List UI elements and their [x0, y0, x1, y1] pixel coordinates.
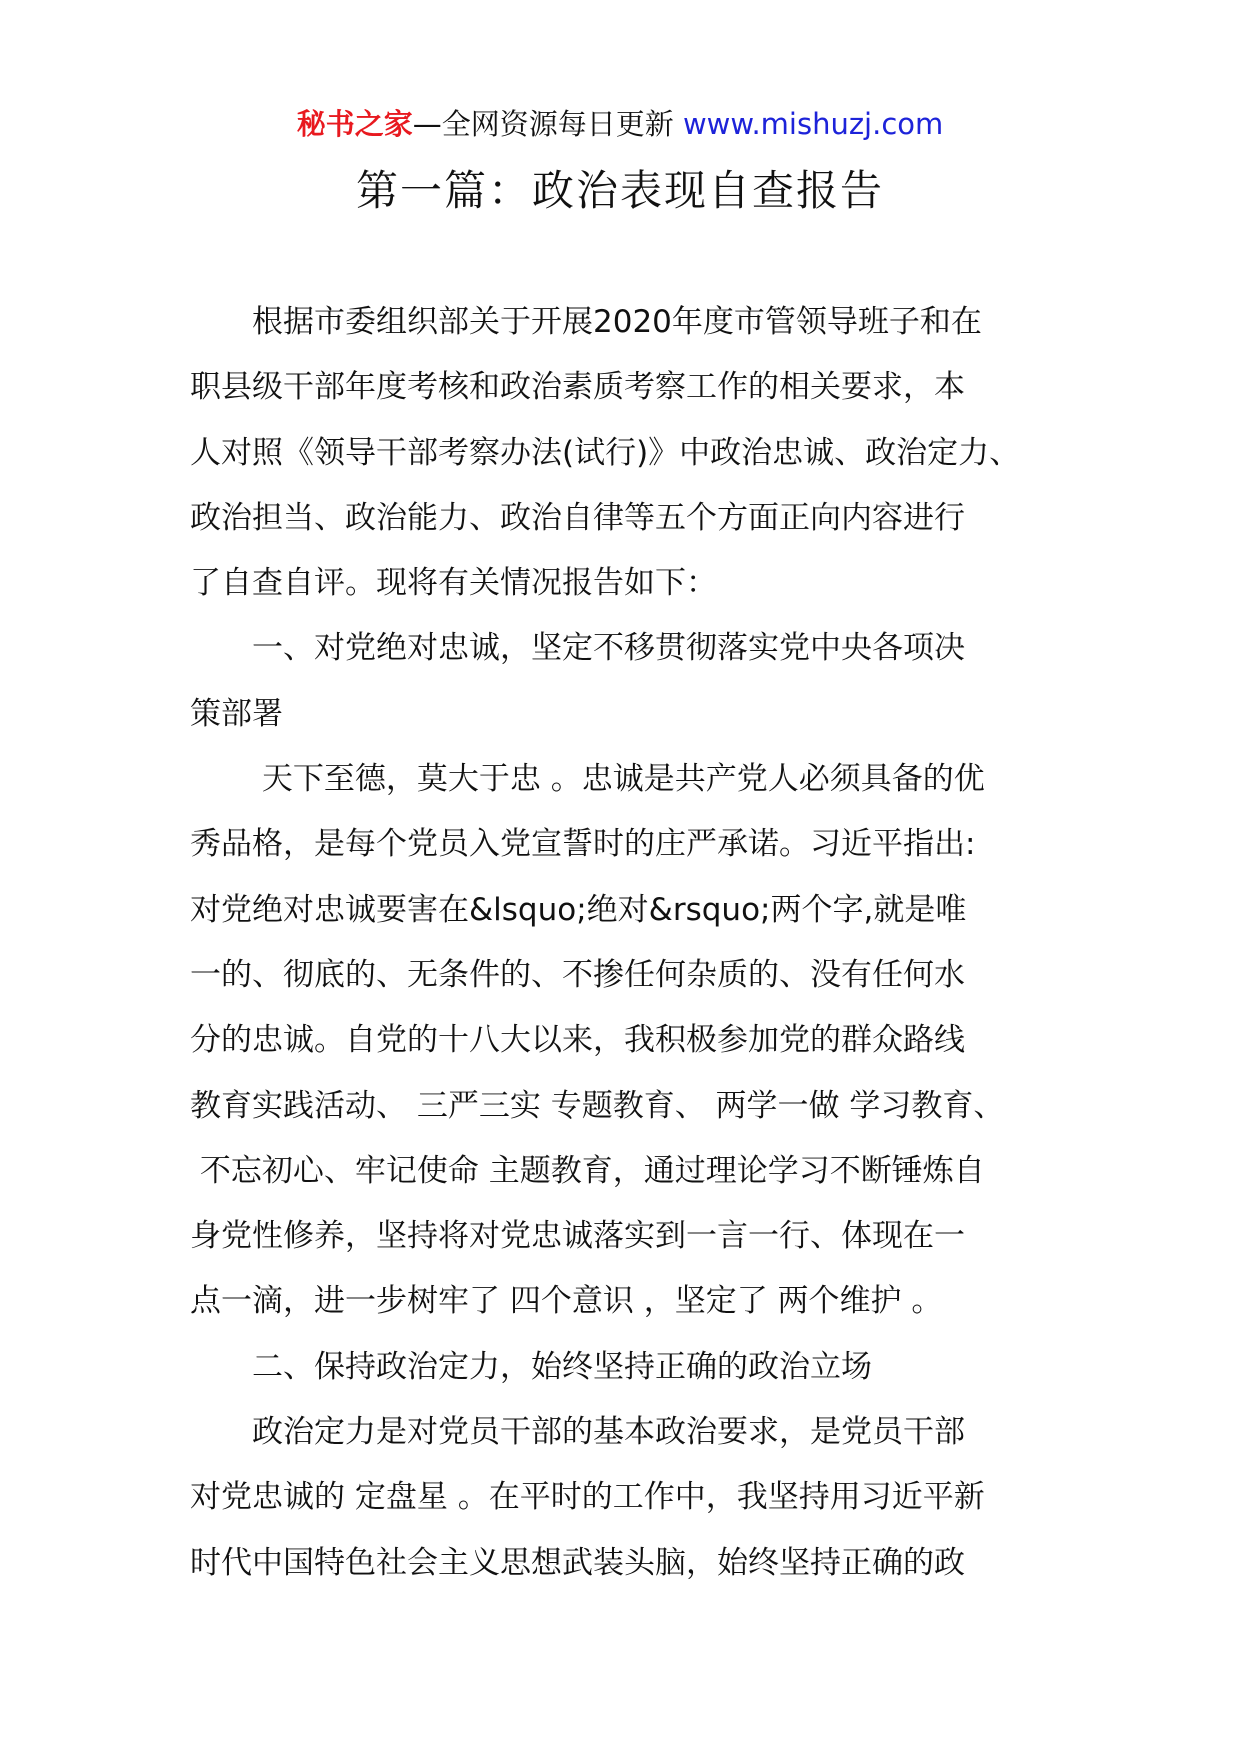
text-line: 点一滴，进一步树牢了 四个意识 ，坚定了 两个维护 。: [190, 1283, 943, 1320]
text-line: 政治担当、政治能力、政治自律等五个方面正向内容进行: [190, 499, 965, 536]
section-heading-1-cont: 策部署: [190, 695, 283, 732]
document-title: 第一篇：政治表现自查报告: [355, 166, 884, 215]
text-line: 秀品格，是每个党员入党宣誓时的庄严承诺。习近平指出:: [190, 826, 976, 863]
section-heading-2: 二、保持政治定力，始终坚持正确的政治立场: [190, 1348, 872, 1385]
site-header: [0, 104, 1240, 144]
text-line: 政治定力是对党员干部的基本政治要求，是党员干部: [190, 1414, 965, 1451]
text-line: 教育实践活动、 三严三实 专题教育、 两学一做 学习教育、: [190, 1087, 1005, 1124]
text-line: 分的忠诚。自党的十八大以来，我积极参加党的群众路线: [190, 1022, 965, 1059]
text-line: 身党性修养，坚持将对党忠诚落实到一言一行、体现在一: [190, 1218, 965, 1255]
text-line: 了自查自评。现将有关情况报告如下：: [190, 565, 717, 602]
brand-name: 秘书之家: [296, 107, 413, 141]
text-line: 时代中国特色社会主义思想武装头脑，始终坚持正确的政: [190, 1544, 965, 1581]
text-line: 对党忠诚的 定盘星 。在平时的工作中，我坚持用习近平新: [190, 1479, 985, 1516]
text-line: 一的、彻底的、无条件的、不掺任何杂质的、没有任何水: [190, 956, 965, 993]
document-body: [190, 290, 1060, 1596]
text-line: 对党绝对忠诚要害在&lsquo;绝对&rsquo;两个字,就是唯: [190, 891, 967, 928]
text-line: 根据市委组织部关于开展2020年度市管领导班子和在: [190, 304, 982, 340]
text-line: 不忘初心、牢记使命 主题教育，通过理论学习不断锤炼自: [190, 1152, 985, 1189]
text-line: 职县级干部年度考核和政治素质考察工作的相关要求，本: [190, 369, 965, 406]
tagline: —全网资源每日更新: [412, 107, 683, 141]
text-line: 人对照《领导干部考察办法(试行)》中政治忠诚、政治定力、: [190, 434, 1021, 471]
site-url[interactable]: www.mishuzj.com: [682, 107, 944, 141]
text-line: 天下至德，莫大于忠 。忠诚是共产党人必须具备的优: [190, 761, 985, 798]
section-heading-1: 一、对党绝对忠诚，坚定不移贯彻落实党中央各项决: [190, 630, 965, 667]
